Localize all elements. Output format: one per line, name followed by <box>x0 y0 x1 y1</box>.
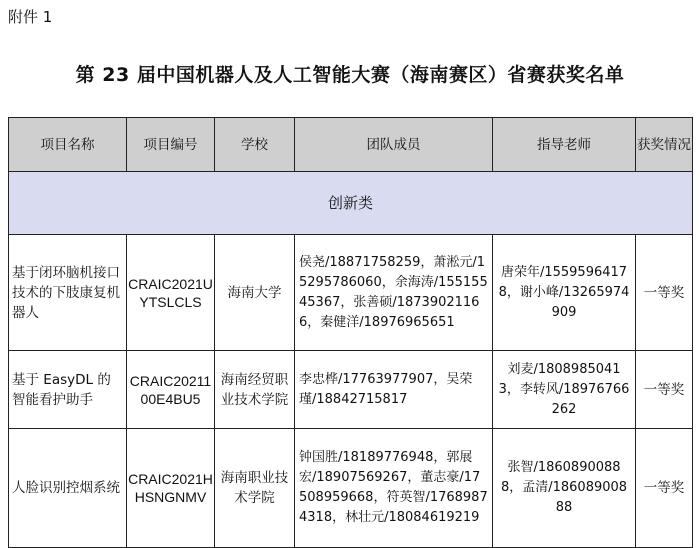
award-table <box>8 117 693 548</box>
project-code: CRAIC2021HHSNGNMV <box>127 429 215 548</box>
project-name: 基于闭环脑机接口技术的下肢康复机器人 <box>9 235 127 351</box>
advisors: 张智/18608900888，孟清/18608900888 <box>493 429 636 548</box>
project-code: CRAIC2021100E4BU5 <box>127 351 215 429</box>
header-row <box>9 118 693 172</box>
category-label: 创新类 <box>9 172 693 235</box>
school: 海南大学 <box>215 235 295 351</box>
header-project-code: 项目编号 <box>127 118 215 172</box>
award: 一等奖 <box>636 235 693 351</box>
school: 海南职业技术学院 <box>215 429 295 548</box>
team-members: 侯尧/18871758259，萧淞元/15295786060，余海涛/15515545367，张善硕/18739021166，秦健洋/18976965651 <box>295 235 493 351</box>
header-advisors: 指导老师 <box>493 118 636 172</box>
table-row <box>9 235 693 351</box>
header-project-name: 项目名称 <box>9 118 127 172</box>
advisors: 唐荣年/15595964178，谢小峰/13265974909 <box>493 235 636 351</box>
page-title: 第 23 届中国机器人及人工智能大赛（海南赛区）省赛获奖名单 <box>75 64 625 86</box>
header-school: 学校 <box>215 118 295 172</box>
school: 海南经贸职业技术学院 <box>215 351 295 429</box>
team-members: 钟国胜/18189776948，郭展宏/18907569267，董志豪/17508959668，符英智/17689874318，林壮元/18084619219 <box>295 429 493 548</box>
project-name: 人脸识别控烟系统 <box>9 429 127 548</box>
award: 一等奖 <box>636 351 693 429</box>
header-team-members: 团队成员 <box>295 118 493 172</box>
attachment-label: 附件 1 <box>8 8 53 26</box>
project-code: CRAIC2021UYTSLCLS <box>127 235 215 351</box>
table-row <box>9 429 693 548</box>
header-award: 获奖情况 <box>636 118 693 172</box>
team-members: 李忠桦/17763977907，吴荣瑾/18842715817 <box>295 351 493 429</box>
award: 一等奖 <box>636 429 693 548</box>
project-name: 基于 EasyDL 的智能看护助手 <box>9 351 127 429</box>
table-row <box>9 351 693 429</box>
advisors: 刘麦/18089850413，李转风/18976766262 <box>493 351 636 429</box>
category-row <box>9 172 693 235</box>
